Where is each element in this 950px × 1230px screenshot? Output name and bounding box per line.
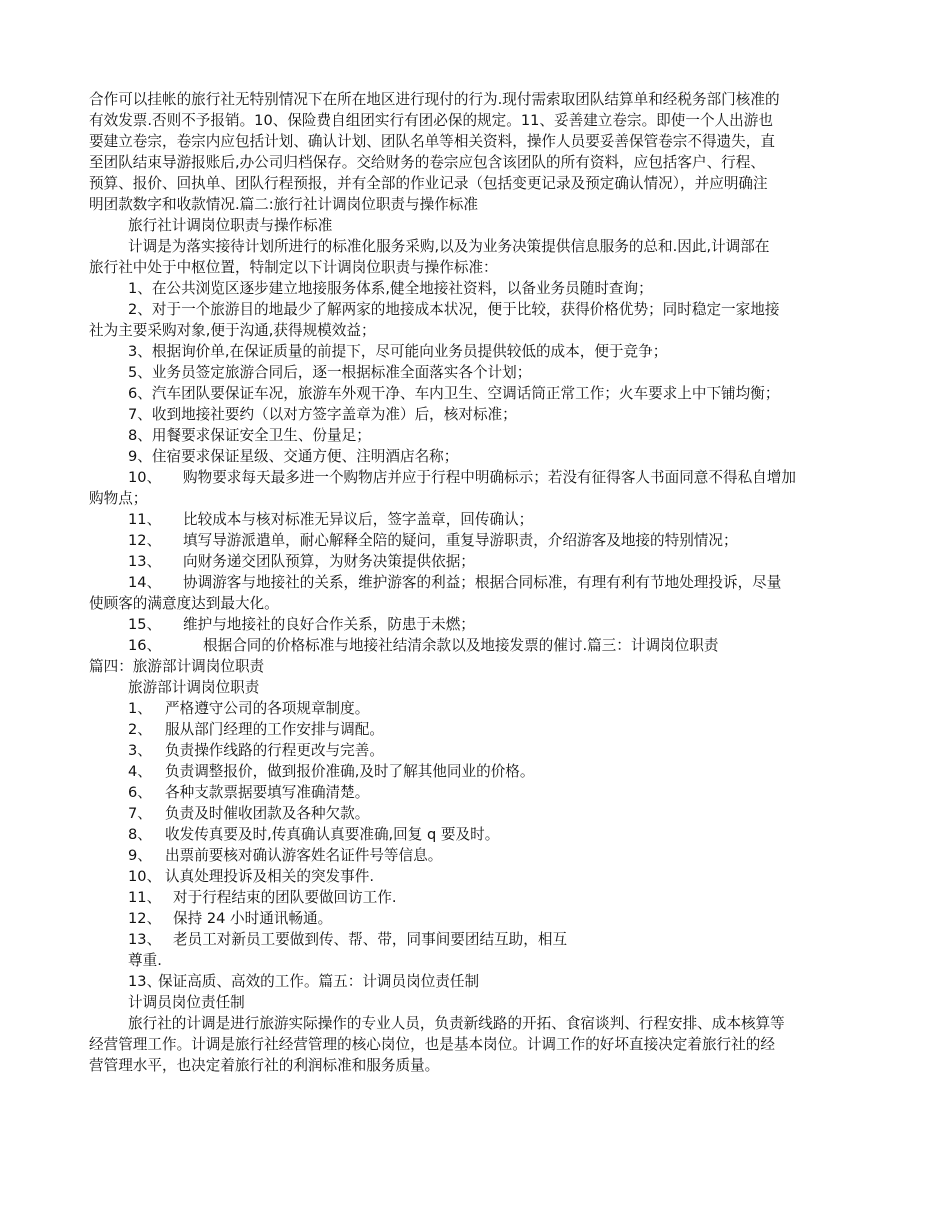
item-text: 协调游客与地接社的关系，维护游客的利益；根据合同标准，有理有利有节地处理投诉，尽量	[183, 574, 782, 591]
item-text: 负责及时催收团款及各种欠款。	[165, 805, 370, 822]
section-heading: 计调员岗位责任制	[128, 994, 245, 1011]
item-number: 1、	[128, 700, 152, 717]
list-item	[128, 846, 908, 866]
item-text: 收发传真要及时,传真确认真要准确,回复 q 要及时。	[165, 826, 500, 843]
text-line: 使顾客的满意度达到最大化。	[89, 595, 279, 612]
list-item	[128, 804, 908, 824]
list-item	[128, 867, 908, 887]
item-text: 维护与地接社的良好合作关系，防患于未燃；	[183, 616, 475, 633]
text-line: 预算、报价、回执单、团队行程预报，并有全部的作业记录（包括变更记录及预定确认情况），并应明确注	[89, 175, 768, 192]
text-line: 至团队结束导游报账后,办公司归档保存。交给财务的卷宗应包含该团队的所有资料，应包括客户、行程、	[89, 154, 765, 171]
list-item: 1、在公共浏览区逐步建立地接服务体系,健全地接社资料，以备业务员随时查询；	[128, 280, 653, 297]
list-item	[128, 783, 908, 803]
list-item	[128, 720, 908, 740]
list-item	[128, 762, 908, 782]
list-item	[128, 972, 908, 992]
item-number: 6、	[128, 784, 152, 801]
list-item	[128, 510, 908, 530]
text-line: 有效发票.否则不予报销。10、保险费自组团实行有团必保的规定。11、妥善建立卷宗。即使一个人出游也	[89, 112, 773, 129]
list-item: 9、住宿要求保证星级、交通方便、注明酒店名称；	[128, 448, 459, 465]
item-number: 4、	[128, 763, 152, 780]
item-number: 10、	[128, 469, 162, 486]
list-item	[128, 636, 908, 656]
item-text: 购物要求每天最多进一个购物店并应于行程中明确标示；若没有征得客人书面同意不得私自增加	[183, 469, 796, 486]
text-line: 要建立卷宗，卷宗内应包括计划、确认计划、团队名单等相关资料，操作人员要妥善保管卷宗不得遗失，直	[89, 133, 775, 150]
item-number: 14、	[128, 574, 162, 591]
list-item: 7、收到地接社要约（以对方签字盖章为准）后，核对标准；	[128, 406, 517, 423]
item-text: 保持 24 小时通讯畅通。	[173, 910, 333, 927]
list-item: 6、汽车团队要保证车况，旅游车外观干净、车内卫生、空调话筒正常工作；火车要求上中下铺均衡；	[128, 385, 780, 402]
list-item	[128, 699, 908, 719]
item-number: 7、	[128, 805, 152, 822]
section-heading: 篇四：旅游部计调岗位职责	[89, 658, 265, 675]
list-item: 3、根据询价单,在保证质量的前提下，尽可能向业务员提供较低的成本，便于竞争；	[128, 343, 668, 360]
item-text: 服从部门经理的工作安排与调配。	[165, 721, 384, 738]
list-item	[128, 615, 908, 635]
list-item	[128, 468, 908, 488]
list-item: 2、对于一个旅游目的地最少了解两家的地接成本状况，便于比较，获得价格优势；同时稳定一家地接	[128, 301, 780, 318]
item-number: 9、	[128, 847, 152, 864]
list-item	[128, 573, 908, 593]
item-text: 比较成本与核对标准无异议后，签字盖章，回传确认；	[183, 511, 534, 528]
item-text: 认真处理投诉及相关的突发事件.	[165, 868, 374, 885]
text-line: 购物点；	[89, 490, 148, 507]
text-line: 旅行社的计调是进行旅游实际操作的专业人员，负责新线路的开拓、食宿谈判、行程安排、成本核算等	[128, 1015, 785, 1032]
list-item	[128, 552, 908, 572]
text-line: 合作可以挂帐的旅行社无特别情况下在所在地区进行现付的行为.现付需索取团队结算单和经税务部门核准的	[89, 91, 780, 108]
text-line: 社为主要采购对象,便于沟通,获得规模效益；	[89, 322, 376, 339]
item-number: 13、	[128, 973, 162, 990]
item-number: 3、	[128, 742, 152, 759]
list-item	[128, 909, 908, 929]
item-text: 出票前要核对确认游客姓名证件号等信息。	[165, 847, 443, 864]
list-item	[128, 531, 908, 551]
list-item: 5、业务员签定旅游合同后，逐一根据标准全面落实各个计划；	[128, 364, 532, 381]
item-number: 15、	[128, 616, 162, 633]
text-line: 尊重.	[128, 952, 162, 969]
text-line: 经营管理工作。计调是旅行社经营管理的核心岗位，也是基本岗位。计调工作的好坏直接决定着旅行社的经	[89, 1036, 775, 1053]
item-text: 根据合同的价格标准与地接社结清余款以及地接发票的催讨.篇三：计调岗位职责	[203, 637, 719, 654]
list-item	[128, 741, 908, 761]
text-line: 旅行社中处于中枢位置，特制定以下计调岗位职责与操作标准：	[89, 259, 498, 276]
section-heading: 旅行社计调岗位职责与操作标准	[128, 217, 333, 234]
item-number: 13、	[128, 931, 162, 948]
item-number: 13、	[128, 553, 162, 570]
item-text: 负责调整报价，做到报价准确,及时了解其他同业的价格。	[165, 763, 535, 780]
item-text: 保证高质、高效的工作。篇五：计调员岗位责任制	[158, 973, 480, 990]
text-line: 计调是为落实接待计划所进行的标准化服务采购,以及为业务决策提供信息服务的总和.因此,计调部在	[128, 238, 770, 255]
item-text: 老员工对新员工要做到传、帮、带，同事间要团结互助，相互	[173, 931, 568, 948]
item-text: 向财务递交团队预算，为财务决策提供依据；	[183, 553, 475, 570]
item-text: 负责操作线路的行程更改与完善。	[165, 742, 384, 759]
item-number: 12、	[128, 910, 162, 927]
text-line: 营管理水平，也决定着旅行社的利润标准和服务质量。	[89, 1057, 440, 1074]
list-item	[128, 930, 908, 950]
item-text: 各种支款票据要填写准确清楚。	[165, 784, 370, 801]
item-number: 11、	[128, 889, 162, 906]
list-item: 8、用餐要求保证安全卫生、份量足；	[128, 427, 371, 444]
list-item	[128, 888, 908, 908]
text-line: 明团款数字和收款情况.篇二:旅行社计调岗位职责与操作标准	[89, 196, 478, 213]
item-number: 2、	[128, 721, 152, 738]
item-text: 填写导游派遣单，耐心解释全陪的疑问，重复导游职责，介绍游客及地接的特别情况；	[183, 532, 738, 549]
list-item	[128, 825, 908, 845]
item-number: 12、	[128, 532, 162, 549]
item-number: 11、	[128, 511, 162, 528]
item-text: 严格遵守公司的各项规章制度。	[165, 700, 370, 717]
item-number: 10、	[128, 868, 162, 885]
item-number: 16、	[128, 637, 162, 654]
item-text: 对于行程结束的团队要做回访工作.	[173, 889, 397, 906]
item-number: 8、	[128, 826, 152, 843]
section-heading: 旅游部计调岗位职责	[128, 679, 260, 696]
